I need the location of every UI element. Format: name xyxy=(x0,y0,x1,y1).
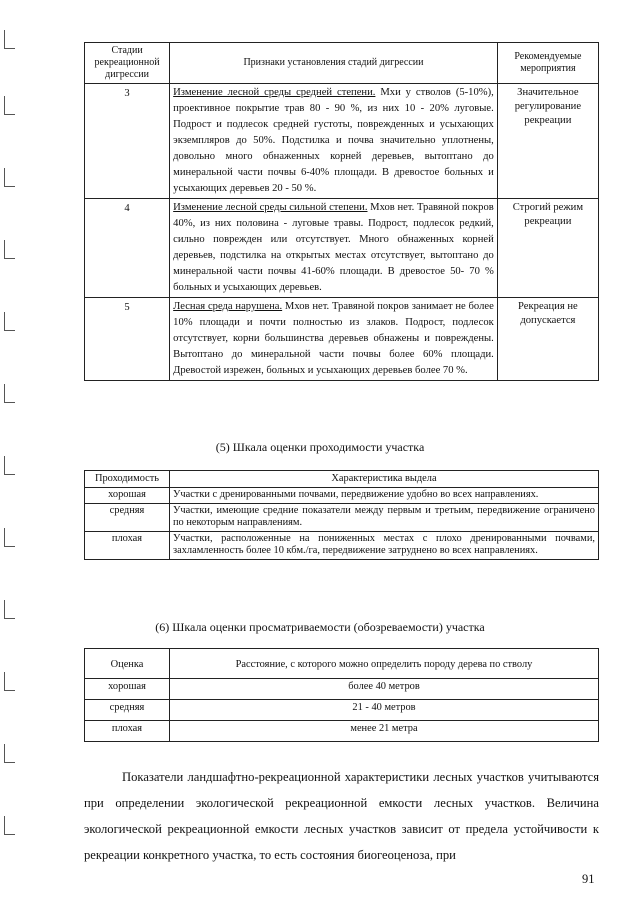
body-paragraph xyxy=(84,764,599,868)
header-passability: Проходимость xyxy=(85,471,170,488)
visibility-table xyxy=(84,648,599,742)
table-row xyxy=(85,532,599,560)
passability-level: плохая xyxy=(85,532,170,560)
stage-number: 3 xyxy=(85,84,170,199)
stage-description xyxy=(170,84,498,199)
stage-recommendation: Рекреация не допускается xyxy=(497,298,598,381)
table-row xyxy=(85,504,599,532)
table-header-row xyxy=(85,471,599,488)
stage-number: 4 xyxy=(85,199,170,298)
table-row xyxy=(85,199,599,298)
header-characteristics: Характеристика выдела xyxy=(170,471,599,488)
table-row xyxy=(85,721,599,742)
passability-level: хорошая xyxy=(85,488,170,504)
table-header-row xyxy=(85,649,599,679)
stage-text: Мхов нет. Травяной покров 40%, из них половина - луговые травы. Подрост, подлесок редкий, сильно поврежден или отсутствует. Много обнаженных корней деревьев, подстилка на открытых местах отсутствует, вытоптано до минеральной части почвы 41-60% площади. В древостое 50- 70 % больных и усыхающих деревьев. xyxy=(173,202,494,293)
visibility-level: средняя xyxy=(85,700,170,721)
table-row xyxy=(85,700,599,721)
visibility-distance: 21 - 40 метров xyxy=(170,700,599,721)
passability-caption: (5) Шкала оценки проходимости участка xyxy=(215,440,425,454)
visibility-distance: менее 21 метра xyxy=(170,721,599,742)
digression-stages-table xyxy=(84,42,599,381)
header-distance: Расстояние, с которого можно определить породу дерева по стволу xyxy=(170,649,599,679)
visibility-level: хорошая xyxy=(85,679,170,700)
table-row xyxy=(85,488,599,504)
header-signs: Признаки установления стадий дигрессии xyxy=(170,43,498,84)
page-number: 91 xyxy=(582,872,595,886)
stage-title: Лесная среда нарушена. xyxy=(173,301,283,312)
stage-description xyxy=(170,199,498,298)
stage-title: Изменение лесной среды сильной степени. xyxy=(173,202,368,213)
passability-level: средняя xyxy=(85,504,170,532)
table-row xyxy=(85,679,599,700)
table-row xyxy=(85,84,599,199)
header-stage: Стадии рекреационной дигрессии xyxy=(85,43,170,84)
passability-description: Участки, расположенные на пониженных местах с плохо дренированными почвами, захламленность более 10 кбм./га, передвижение затруднено во всех направлениях. xyxy=(170,532,599,560)
table-row xyxy=(85,298,599,381)
header-recommendations: Рекомендуемые мероприятия xyxy=(497,43,598,84)
stage-text: Мхов нет. Травяной покров занимает не более 10% площади и почти полностью из злаков. Подрост, подлесок отсутствует, корни большинства деревьев обнажены и повреждены. Вытоптано до минеральной части почвы более 60% площади. Древостой изрежен, больных и усыхающих деревьев более 70 %. xyxy=(173,301,494,376)
stage-title: Изменение лесной среды средней степени. xyxy=(173,87,376,98)
visibility-level: плохая xyxy=(85,721,170,742)
stage-recommendation: Значительное регулирование рекреации xyxy=(497,84,598,199)
passability-description: Участки с дренированными почвами, передвижение удобно во всех направлениях. xyxy=(170,488,599,504)
visibility-distance: более 40 метров xyxy=(170,679,599,700)
stage-text: Мхи у стволов (5-10%), проективное покрытие трав 80 - 90 %, из них 10 - 20% луговые. Подрост и подлесок средней густоты, поврежденных и усыхающих экземпляров до 50%. Подстилка и почва значительно уплотнены, довольно много обнаженных корней деревьев, вытоптано до минеральной части почвы 6-40% площади. В древостое больных и усыхающих деревьев 20 - 50 %. xyxy=(173,87,494,194)
stage-recommendation: Строгий режим рекреации xyxy=(497,199,598,298)
visibility-caption: (6) Шкала оценки просматриваемости (обозреваемости) участка xyxy=(155,620,485,634)
header-rating: Оценка xyxy=(85,649,170,679)
stage-description xyxy=(170,298,498,381)
table-header-row xyxy=(85,43,599,84)
stage-number: 5 xyxy=(85,298,170,381)
body-paragraph-text: Показатели ландшафтно-рекреационной характеристики лесных участков учитываются при определении экологической рекреационной емкости лесных участков. Величина экологической рекреационной емкости лесных участков зависит от предела устойчивости к рекреации конкретного участка, то есть состояния биогеоценоза, при xyxy=(84,770,599,862)
passability-description: Участки, имеющие средние показатели между первым и третьим, передвижение ограничено по некоторым направлениям. xyxy=(170,504,599,532)
passability-table xyxy=(84,470,599,560)
